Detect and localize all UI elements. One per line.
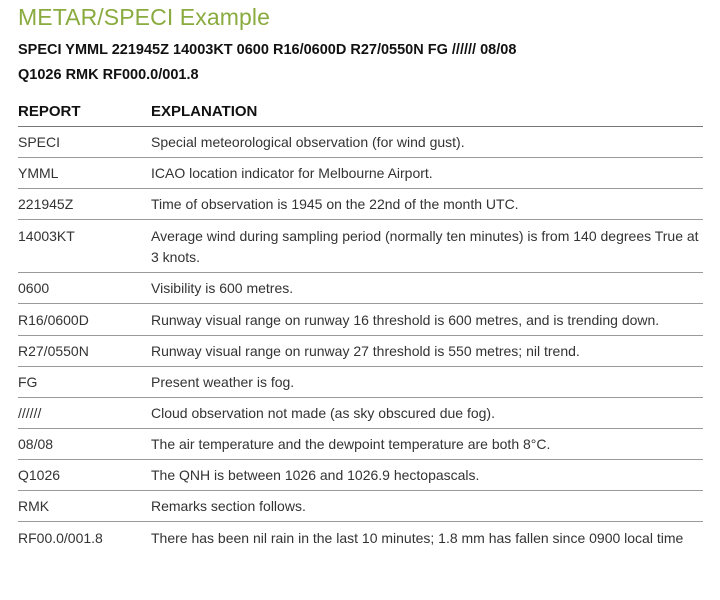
report-cell: RMK — [18, 498, 50, 514]
table-header — [18, 97, 703, 127]
page-title: METAR/SPECI Example — [18, 4, 270, 30]
report-cell: FG — [18, 374, 38, 390]
table-row — [18, 127, 703, 158]
explanation-cell: The QNH is between 1026 and 1026.9 hectopascals. — [151, 467, 480, 483]
table-row — [18, 522, 703, 553]
table-row — [18, 220, 703, 273]
explanation-cell: Time of observation is 1945 on the 22nd of the month UTC. — [151, 196, 519, 212]
report-cell: ////// — [18, 405, 42, 421]
table-row — [18, 460, 703, 491]
report-cell: 14003KT — [18, 228, 75, 244]
report-cell: 221945Z — [18, 196, 74, 212]
table-row — [18, 304, 703, 336]
explanation-cell: Visibility is 600 metres. — [151, 280, 294, 296]
explanation-cell: Runway visual range on runway 16 threshold is 600 metres, and is trending down. — [151, 312, 660, 328]
report-cell: 0600 — [18, 280, 50, 296]
report-cell: R27/0550N — [18, 343, 89, 359]
table-row — [18, 189, 703, 220]
table-row — [18, 367, 703, 398]
report-cell: Q1026 — [18, 467, 61, 483]
report-cell: RF00.0/001.8 — [18, 530, 103, 546]
report-cell: SPECI — [18, 134, 61, 150]
report-table — [18, 97, 703, 553]
explanation-cell: The air temperature and the dewpoint temperature are both 8°C. — [151, 436, 551, 452]
explanation-cell: Runway visual range on runway 27 threshold is 550 metres; nil trend. — [151, 343, 580, 359]
table-row — [18, 273, 703, 304]
table-row — [18, 429, 703, 460]
report-cell: YMML — [18, 165, 59, 181]
explanation-cell: Cloud observation not made (as sky obscured due fog). — [151, 405, 495, 421]
explanation-cell: ICAO location indicator for Melbourne Airport. — [151, 165, 433, 181]
metar-code-block — [18, 38, 708, 88]
report-cell: 08/08 — [18, 436, 54, 452]
header-report: REPORT — [18, 103, 81, 120]
table-row — [18, 336, 703, 367]
table-row — [18, 398, 703, 429]
header-explanation: EXPLANATION — [151, 103, 258, 120]
table-row — [18, 158, 703, 189]
explanation-cell: There has been nil rain in the last 10 minutes; 1.8 mm has fallen since 0900 local time — [151, 530, 684, 546]
explanation-cell: Present weather is fog. — [151, 374, 295, 390]
explanation-cell: Special meteorological observation (for wind gust). — [151, 134, 465, 150]
metar-code-line-2: Q1026 RMK RF000.0/001.8 — [18, 67, 199, 83]
report-cell: R16/0600D — [18, 312, 89, 328]
explanation-cell: Remarks section follows. — [151, 498, 306, 514]
explanation-cell: Average wind during sampling period (normally ten minutes) is from 140 degrees True at 3 knots. — [151, 228, 699, 265]
table-row — [18, 491, 703, 522]
metar-code-line-1: SPECI YMML 221945Z 14003KT 0600 R16/0600D R27/0550N FG ////// 08/08 — [18, 42, 517, 58]
